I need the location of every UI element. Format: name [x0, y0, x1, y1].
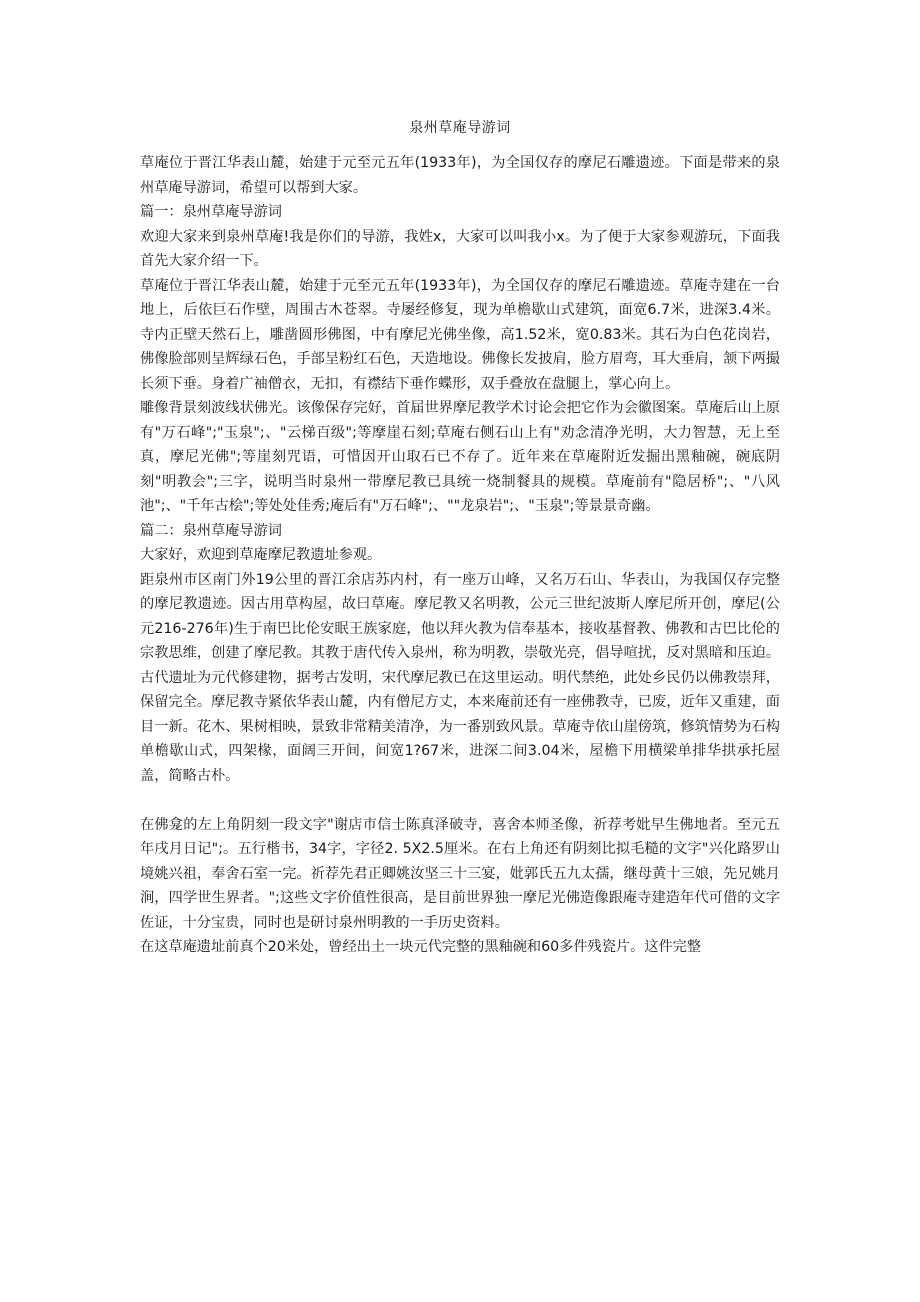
intro-paragraph: 草庵位于晋江华表山麓，始建于元至元五年(1933年)，为全国仅存的摩尼石雕遗迹。下面是带来的泉州草庵导游词，希望可以帮到大家。	[140, 155, 780, 196]
body-paragraph: 在佛龛的左上角阴刻一段文字"谢店市信士陈真泽破寺，喜舍本师圣像，祈荐考妣早生佛地者。至元五年戌月日记";。五行楷书，34字，字径2. 5X2.5厘米。在右上角还有阴刻比拟毛糙的文字"兴化路罗山境姚兴祖，奉舍石室一完。祈荐先君正卿姚汝坚三十三宴，妣郭氏五九太孺，继母黄十三娘，先兄姚月涧，四学世生界者。";这些文字价值性很高，是目前世界独一摩尼光佛造像跟庵寺建造年代可借的文字佐证，十分宝贵，同时也是研讨泉州明教的一手历史资料。	[140, 816, 780, 931]
document-body	[140, 151, 780, 960]
section-heading-2: 篇二：泉州草庵导游词	[140, 522, 282, 539]
body-paragraph: 欢迎大家来到泉州草庵!我是你们的导游，我姓x，大家可以叫我小x。为了便于大家参观游玩，下面我首先大家介绍一下。	[140, 228, 780, 269]
body-paragraph: 草庵位于晋江华表山麓，始建于元至元五年(1933年)，为全国仅存的摩尼石雕遗迹。草庵寺建在一台地上，后依巨石作壁，周围古木苍翠。寺屡经修复，现为单檐歇山式建筑，面宽6.7米，进深3.4米。寺内正壁天然石上，雕凿圆形佛图，中有摩尼光佛坐像，高1.52米，宽0.83米。其石为白色花岗岩，佛像脸部则呈辉绿石色，手部呈粉红石色，天造地设。佛像长发披肩，脸方眉弯，耳大垂肩，颔下两撮长须下垂。身着广袖僧衣，无扣，有襟结下垂作蝶形，双手叠放在盘腿上，掌心向上。	[140, 277, 780, 392]
body-paragraph: 大家好，欢迎到草庵摩尼教遗址参观。	[140, 547, 382, 563]
document-title: 泉州草庵导游词	[409, 120, 511, 136]
body-paragraph: 在这草庵遗址前真个20米处，曾经出土一块元代完整的黑釉碗和60多件残瓷片。这件完整	[140, 939, 702, 955]
section-heading-1: 篇一：泉州草庵导游词	[140, 204, 282, 220]
body-paragraph: 距泉州市区南门外19公里的晋江余店苏内村，有一座万山峰，又名万石山、华表山，为我国仅存完整的摩尼教遗迹。因古用草构屋，故曰草庵。摩尼教又名明教，公元三世纪波斯人摩尼所开创，摩尼(公元216-276年)生于南巴比伦安眠王族家庭，他以拜火教为信奉基本，接收基督教、佛教和古巴比伦的宗教思维，创建了摩尼教。其教于唐代传入泉州，称为明教，崇敬光亮，倡导喧扰，反对黑暗和压迫。古代遗址为元代修建物，据考古发明，宋代摩尼教已在这里运动。明代禁绝，此处乡民仍以佛教崇拜，保留完全。摩尼教寺紧依华表山麓，内有僧尼方丈，本来庵前还有一座佛教寺，已废，近年又重建，面目一新。花木、果树相映，景致非常精美清净，为一番别致风景。草庵寺依山崖傍筑，修筑情势为石构单檐歇山式，四架椽，面阔三开间，间宽1?67米，进深二间3.04米，屋檐下用横梁单排华拱承托屋盖，简略古朴。	[140, 571, 780, 784]
body-paragraph: 雕像背景刻波线状佛光。该像保存完好，首届世界摩尼教学术讨论会把它作为会徽图案。草庵后山上原有"万石峰";"玉泉";、"云梯百级";等摩崖石刻;草庵右侧石山上有"劝念清净光明，大力智慧，无上至真，摩尼光佛";等崖刻咒语，可惜因开山取石已不存了。近年来在草庵附近发掘出黑釉碗，碗底阴刻"明教会";三字，说明当时泉州一带摩尼教已具统一烧制餐具的规模。草庵前有"隐居桥";、"八风池";、"千年古桧";等处处佳秀;庵后有"万石峰";、""龙泉岩";、"玉泉";等景景奇幽。	[140, 400, 780, 514]
